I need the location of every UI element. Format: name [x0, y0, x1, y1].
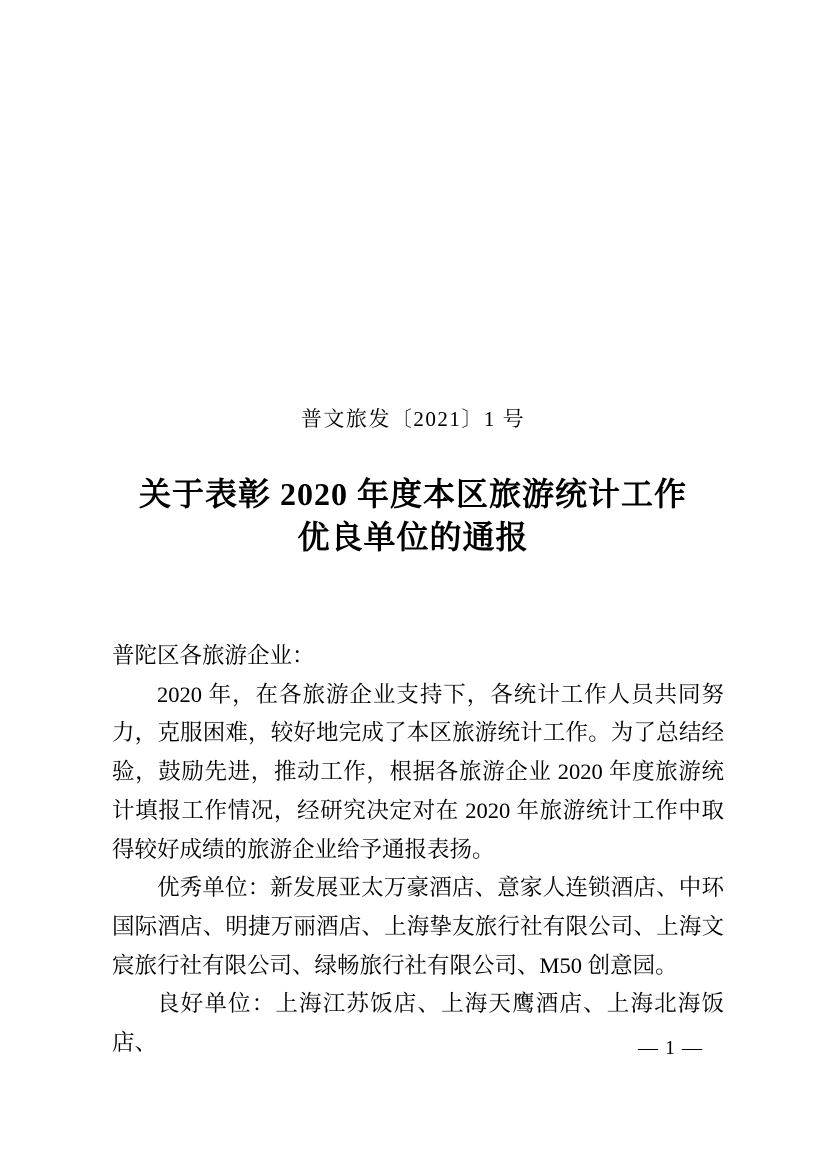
page-number: — 1 — [638, 1037, 703, 1059]
document-title-line-1: 关于表彰 2020 年度本区旅游统计工作 [138, 476, 687, 512]
document-title [0, 473, 826, 558]
document-title-line-2: 优良单位的通报 [297, 518, 529, 555]
document-body [112, 637, 724, 1063]
document-number: 普文旅发〔2021〕1 号 [300, 407, 526, 431]
body-paragraph-excellent-units: 优秀单位：新发展亚太万豪酒店、意家人连锁酒店、中环国际酒店、明捷万丽酒店、上海挚友旅行社有限公司、上海文宸旅行社有限公司、绿畅旅行社有限公司、M50 创意园。 [112, 875, 724, 978]
body-paragraph-intro: 2020 年，在各旅游企业支持下，各统计工作人员共同努力，克服困难，较好地完成了本区旅游统计工作。为了总结经验，鼓励先进，推动工作，根据各旅游企业 2020 年度旅游统计填报工作情况，经研究决定对在 2020 年旅游统计工作中取得较好成绩的旅游企业给予通报表扬。 [112, 681, 724, 862]
body-paragraph-good-units: 良好单位：上海江苏饭店、上海天鹰酒店、上海北海饭店、 [112, 991, 724, 1056]
salutation: 普陀区各旅游企业： [112, 643, 315, 668]
